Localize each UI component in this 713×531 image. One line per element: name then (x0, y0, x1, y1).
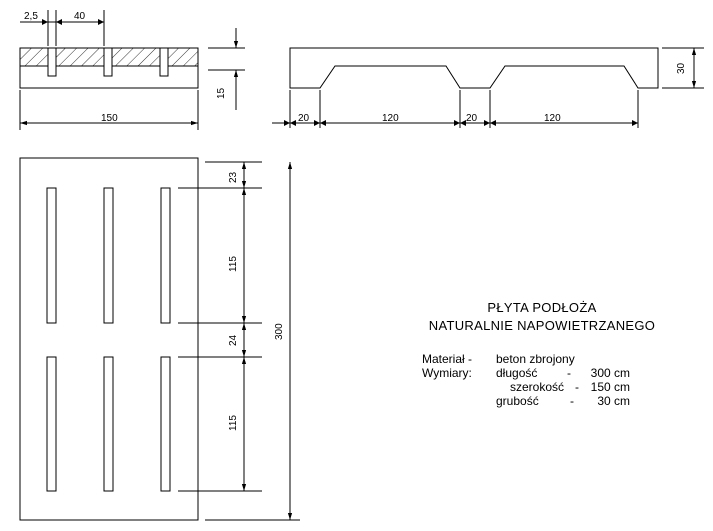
label-side-end: 20 (298, 113, 310, 124)
label-side-channel: 120 (382, 113, 399, 124)
label-section-width: 150 (101, 113, 118, 124)
label-plan-length: 300 (274, 323, 285, 340)
dim-side-view-lengths (272, 90, 638, 128)
label-side-height: 30 (676, 62, 687, 74)
title-block (429, 300, 655, 333)
label-plan-slot-length-2: 115 (228, 415, 239, 431)
dim-plan-length (205, 162, 300, 520)
spec-block (422, 352, 630, 408)
title-line-2: NATURALNIE NAPOWIETRZANEGO (428, 318, 656, 333)
spec-row-value: 150 cm (590, 380, 630, 394)
dim-slot-width (20, 10, 104, 46)
spec-row-name: szerokość (510, 380, 565, 394)
material-label: Materiał - (422, 352, 473, 366)
spec-row-name: długość (496, 366, 538, 380)
label-side-channel-2: 120 (544, 113, 561, 124)
spec-row-value: 30 cm (597, 394, 630, 408)
label-slot-spacing: 40 (74, 11, 86, 22)
title-line-1: PŁYTA PODŁOŻA (487, 300, 597, 315)
side-view (290, 48, 658, 88)
label-plan-slot-length-1: 115 (228, 256, 239, 272)
spec-row-name: grubość (496, 394, 539, 408)
spec-row-value: 300 cm (590, 366, 630, 380)
cross-section-view (20, 48, 198, 88)
label-slot-width: 2,5 (24, 11, 38, 22)
label-side-middle: 20 (466, 113, 478, 124)
dim-side-height (662, 48, 704, 88)
label-plan-top-offset: 23 (228, 171, 239, 183)
spec-row-dash: - (575, 380, 579, 394)
material-value: beton zbrojony (496, 352, 575, 366)
spec-row-dash: - (570, 394, 574, 408)
label-plan-gap: 24 (228, 334, 239, 346)
dim-section-depth (208, 28, 245, 110)
spec-row-dash: - (567, 366, 571, 380)
dimensions-label: Wymiary: (422, 366, 472, 380)
plan-view (20, 158, 198, 520)
dim-plan-segments (178, 162, 262, 491)
dim-section-width (20, 90, 198, 130)
label-section-depth: 15 (216, 87, 227, 99)
